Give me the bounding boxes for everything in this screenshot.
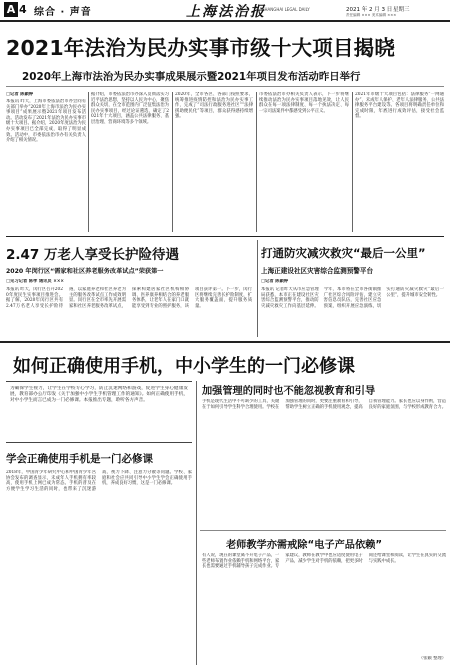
sec2-byline: □见习记者 陈孝 通讯员 ××× (6, 279, 65, 284)
divider (352, 92, 353, 232)
lead-column-2: 据介绍，市委依法治市办深入贯彻落实习近平法治思想，坚持以人民为中心，聚焦群众关切，在全市范围内广泛征集法治为民办实事项目，经过论证遴选，确定了2021年十大项目，涵盖公共法律服务、基层治理、营商环境等多个领域。 (91, 92, 169, 125)
sec2-body: 本报讯 昨天，闵行区召开2020年度民生实事项目推进会。据了解，2020年闵行区共有2.47万名老人享受长护险待遇，以家庭养老和社区养老为主的服务改革试点工作成效明显。闵行区在全市率先开展需家和社区养老服务改革试点，探索构建居家社区机构相协调、医养康养相结合的养老服务体系，让老年人在家门口就能享受到专业的照护服务，该项目获评第一。下一步，闵行区将继续完善长护险制度，扩大服务覆盖面，提升服务质量。 (6, 287, 252, 309)
sec3-subheadline: 上海正建设社区灾害综合监测预警平台 (261, 267, 374, 275)
sec3-headline: 打通防灾减灾救灾“最后一公里” (261, 246, 426, 260)
sec4-right-headline-1: 加强管理的同时也不能忽视教育和引导 (202, 386, 376, 397)
page-number-badge (4, 2, 18, 17)
masthead-rule (0, 20, 450, 22)
page-number: 4 (19, 3, 27, 16)
divider (88, 92, 89, 232)
section-rule (6, 236, 444, 237)
editor-credit: 责任编辑 ××× 美术编辑 ××× (346, 13, 397, 17)
lead-column-3: 2020年，全市各区、各部门按照要求，统筹推进疫情防控和法治为民办实事工作，完成了“司法行政服务进社区”“法律援助便民化”等项目，群众获得感持续增强。 (175, 92, 253, 120)
divider (172, 92, 173, 232)
sec4-right-body-1: 手机是现代生活中不可缺少的工具，关键在于如何引导学生科学合理使用。学校在加强管理的同时，更要注重教育和引导，帮助学生树立正确的手机使用观念，提高自我管理能力。家长也应以身作则，营造良好的家庭氛围，与学校形成教育合力。 (202, 399, 446, 410)
lead-column-4: 市委依法治市办相关负责人表示，下一步将继续推动法治为民办实事项目落地见效，让人民群众在每一项法律制度、每一个执法决定、每一宗司法案件中都感受到公平正义。 (259, 92, 349, 114)
divider (257, 240, 258, 337)
sec4-signature: （张颖 整理） (418, 656, 446, 661)
lead-column-1: 本报讯 昨天，上海市委依法治市办会同有关部门举办“2020年上海市法治为民办实事项目”成果展示暨2021年项目发布活动。活动发布了2021年法治为民办实事市级十大项目。据介绍，2020年度法治为民办实事项目已全部完成，取得了明显成效。活动中，市委依法治市办有关负责人介绍了相关情况。 (6, 99, 86, 144)
paper-name-logo: 上海法治报 (186, 4, 266, 20)
sec2-subheadline: 2020 年闵行区“需家和社区养老服务改革试点”荣获第一 (6, 268, 164, 275)
lead-column-5: 2021年市级十大项目包括：法律服务“一网通办”、未成年人保护、老年人法律服务、公共法律服务平台建设等。各项目将明确责任单位和完成时限，年底进行成效评估，接受社会监督。 (355, 92, 444, 120)
section-name: 综合 · 声音 (34, 7, 92, 18)
lead-byline: □记者 陈颖婷 (6, 92, 34, 97)
sec4-intro: 为确保学生视力，让学生在学校专心学习，防止沉迷网络和游戏，促进学生身心健康发展，教育部办公厅印发《关于加强中小学生手机管理工作的通知》。如何正确使用手机，对中小学生而言已成为一门必修课。本报推出专题，聆听各方声音。 (10, 386, 188, 403)
issue-date: 2021 年 2 月 3 日 (346, 7, 393, 13)
masthead (0, 0, 450, 20)
sec4-left-body: 2018年，中国青少年研究中心和中国青少年宫协会发布的调查显示，未成年人手机拥有率较高，使用手机上网已成为常态。手机的普及在方便学生学习生活的同时，也带来了沉迷游戏、视力下降、注意力分散等问题。学校、家庭和社会应共同引导中小学生学会正确使用手机，养成良好习惯，这是一门必修课。 (6, 470, 192, 492)
sec4-headline: 如何正确使用手机，中小学生的一门必修课 (13, 356, 355, 377)
sec2-headline: 2.47 万老人享受长护险待遇 (6, 247, 180, 263)
sec3-body: 本报讯 记者昨天从市应急管理局获悉，本市正在建设社区灾害综合监测预警平台，推动防灾减灾救灾工作向基层延伸。今年，本市将在全市各街镇推广社区综合风险评估，建立灾害信息员队伍，完善社区应急预案，组织开展应急演练，切实打通防灾减灾救灾“最后一公里”，提升城市安全韧性。 (261, 287, 444, 309)
section-rule (0, 341, 450, 343)
sec4-right-headline-2: 老师教学亦需戒除“电子产品依赖” (226, 540, 383, 551)
sec4-left-headline: 学会正确使用手机是一门必修课 (6, 453, 153, 465)
sec3-byline: □记者 陈颖婷 (261, 279, 289, 284)
sec4-intro-box (6, 381, 192, 443)
section-rule (200, 530, 446, 531)
issue-weekday: 星期三 (393, 7, 410, 13)
lead-headline: 2021年法治为民办实事市级十大项目揭晓 (6, 36, 396, 60)
lead-subheadline: 2020年上海市法治为民办实事成果展示暨2021年项目发布活动昨日举行 (22, 71, 361, 83)
divider (256, 92, 257, 232)
sec4-right-body-2: 有人说，现在的课堂离不开电子产品，一些老师布置作业依赖手机和网络平台，家长也需要通过手机辅导孩子完成作业。专家建议，教师在教学中也应适度使用电子产品，减少学生对手机的依赖，把更多时间还给课堂和阅读，让学生在真实的交流与实践中成长。 (202, 553, 446, 570)
paper-pinyin: SHANGHAI LEGAL DAILY (262, 7, 310, 12)
divider (196, 381, 197, 665)
page-letter: A (6, 3, 16, 16)
lead-rule (6, 86, 444, 87)
